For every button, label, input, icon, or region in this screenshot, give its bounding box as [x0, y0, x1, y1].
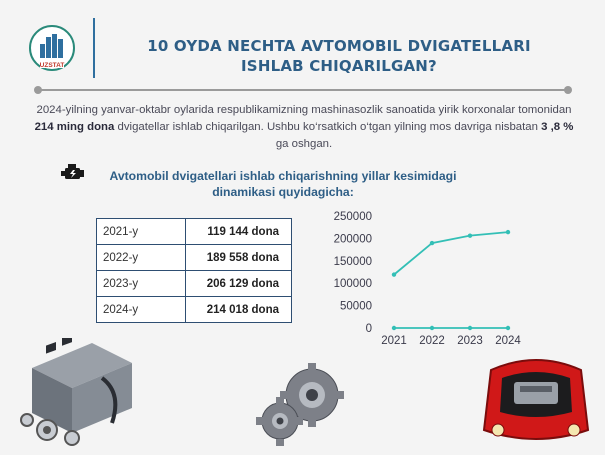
table-cell-year: 2024-y	[97, 297, 186, 323]
series-0-point	[392, 272, 396, 276]
series-1-point	[506, 326, 510, 330]
gears-illustration	[250, 355, 350, 447]
y-tick-label: 0	[365, 323, 372, 335]
title-separator	[93, 18, 95, 78]
x-tick-label: 2021	[381, 335, 407, 347]
title-line-2: ISHLAB CHIQARILGAN?	[241, 57, 437, 75]
title-line-1: 10 OYDA NECHTA AVTOMOBIL DVIGATELLARI	[147, 37, 531, 55]
series-line-0	[394, 232, 508, 275]
series-0-point	[430, 241, 434, 245]
x-tick-label: 2024	[495, 335, 521, 347]
uzstat-logo	[28, 24, 84, 76]
chart-subtitle: Avtomobil dvigatellari ishlab chiqarishning yillar kesimidagi dinamikasi quyidagicha:	[109, 169, 457, 199]
series-0-point	[468, 233, 472, 237]
section-divider	[38, 89, 568, 91]
red-car-illustration	[476, 350, 596, 450]
series-1-point	[468, 326, 472, 330]
table-cell-value: 206 129 dona	[186, 271, 292, 297]
table-cell-year: 2023-y	[97, 271, 186, 297]
y-tick-label: 50000	[340, 300, 372, 313]
series-1-point	[430, 326, 434, 330]
engine-block-illustration	[12, 338, 142, 448]
table-row	[97, 271, 292, 297]
intro-highlight-percent: 3 ,8 %	[541, 121, 574, 133]
y-tick-label: 150000	[333, 255, 372, 268]
divider-dot-right	[564, 86, 572, 94]
table-cell-value: 189 558 dona	[186, 245, 292, 271]
intro-text-1: 2024-yilning yanvar-oktabr oylarida respublikamizning mashinasozlik sanoatida yirik korxonalar tomonidan	[36, 104, 572, 116]
table-cell-year: 2021-y	[97, 219, 186, 245]
table-row	[97, 219, 292, 245]
y-tick-label: 250000	[333, 211, 372, 223]
table-cell-year: 2022-y	[97, 245, 186, 271]
series-0-point	[506, 230, 510, 234]
x-tick-label: 2023	[457, 335, 483, 347]
y-tick-label: 200000	[333, 233, 372, 246]
intro-text-3: ga oshgan.	[275, 138, 333, 150]
production-line-chart	[312, 204, 532, 354]
table-row	[97, 245, 292, 271]
series-1-point	[392, 326, 396, 330]
engine-icon	[60, 163, 86, 183]
divider-dot-left	[34, 86, 42, 94]
page-title	[104, 36, 574, 76]
table-cell-value: 214 018 dona	[186, 297, 292, 323]
logo-text: UZSTAT	[39, 62, 65, 69]
x-tick-label: 2022	[419, 335, 445, 347]
table-cell-value: 119 144 dona	[186, 219, 292, 245]
table-row	[97, 297, 292, 323]
intro-paragraph	[30, 102, 578, 153]
production-table	[96, 218, 292, 323]
y-tick-label: 100000	[333, 278, 372, 291]
intro-text-2: dvigatellar ishlab chiqarilgan. Ushbu ko‘rsatkich o‘tgan yilning mos davriga nisbatan	[114, 121, 542, 133]
intro-highlight-amount: 214 ming dona	[34, 121, 115, 133]
